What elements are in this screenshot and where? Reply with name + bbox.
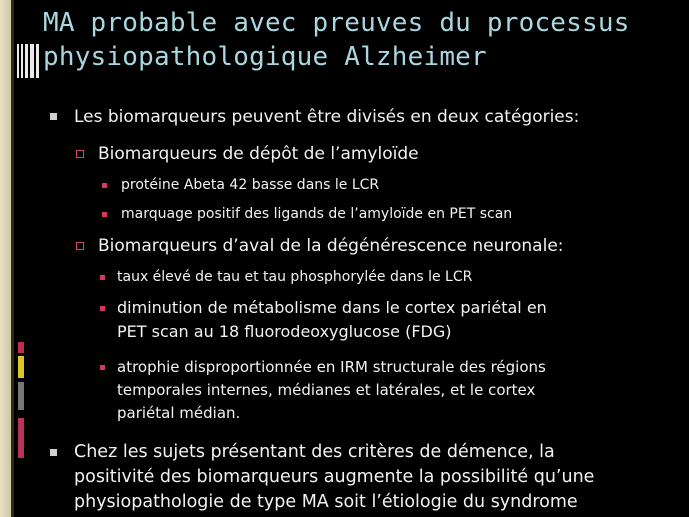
list-item bbox=[0, 173, 689, 197]
list-item bbox=[0, 232, 689, 258]
small-square-bullet-icon bbox=[102, 183, 107, 188]
list-item bbox=[0, 295, 689, 345]
square-bullet-icon bbox=[50, 113, 57, 120]
small-square-bullet-icon bbox=[100, 306, 105, 311]
list-item bbox=[0, 438, 689, 517]
list-item bbox=[0, 202, 689, 226]
small-square-bullet-icon bbox=[102, 212, 107, 217]
list-item-text: taux élevé de tau et tau phosphorylée dans le LCR bbox=[117, 269, 473, 285]
list-item-text: Chez les sujets présentant des critères de démence, la positivité des biomarqueurs augmente la possibilité qu’une physiopathologie de type MA soit l’étiologie du syndrome bbox=[74, 442, 595, 512]
list-item-text: marquage positif des ligands de l’amyloïde en PET scan bbox=[121, 206, 513, 222]
small-square-bullet-icon bbox=[100, 275, 105, 280]
slide-title: MA probable avec preuves du processus physiopathologique Alzheimer bbox=[43, 8, 630, 72]
list-item-text: Biomarqueurs de dépôt de l’amyloïde bbox=[98, 144, 419, 164]
list-item bbox=[0, 355, 689, 427]
square-bullet-icon bbox=[50, 449, 57, 456]
list-item bbox=[0, 140, 689, 166]
list-item-text: Les biomarqueurs peuvent être divisés en deux catégories: bbox=[74, 107, 580, 127]
small-square-bullet-icon bbox=[100, 365, 105, 370]
title-accent-bars bbox=[17, 44, 39, 78]
list-item bbox=[0, 265, 689, 289]
list-item-text: diminution de métabolisme dans le cortex pariétal en PET scan au 18 fluorodeoxyglucose (FDG) bbox=[117, 298, 547, 341]
list-item-text: atrophie disproportionnée en IRM structurale des régions temporales internes, médianes et latérales, et le cortex pariétal médian. bbox=[117, 358, 546, 422]
hollow-square-bullet-icon bbox=[76, 242, 84, 250]
list-item-text: protéine Abeta 42 basse dans le LCR bbox=[121, 177, 380, 193]
list-item bbox=[0, 103, 689, 129]
hollow-square-bullet-icon bbox=[76, 150, 84, 158]
list-item-text: Biomarqueurs d’aval de la dégénérescence neuronale: bbox=[98, 236, 564, 256]
